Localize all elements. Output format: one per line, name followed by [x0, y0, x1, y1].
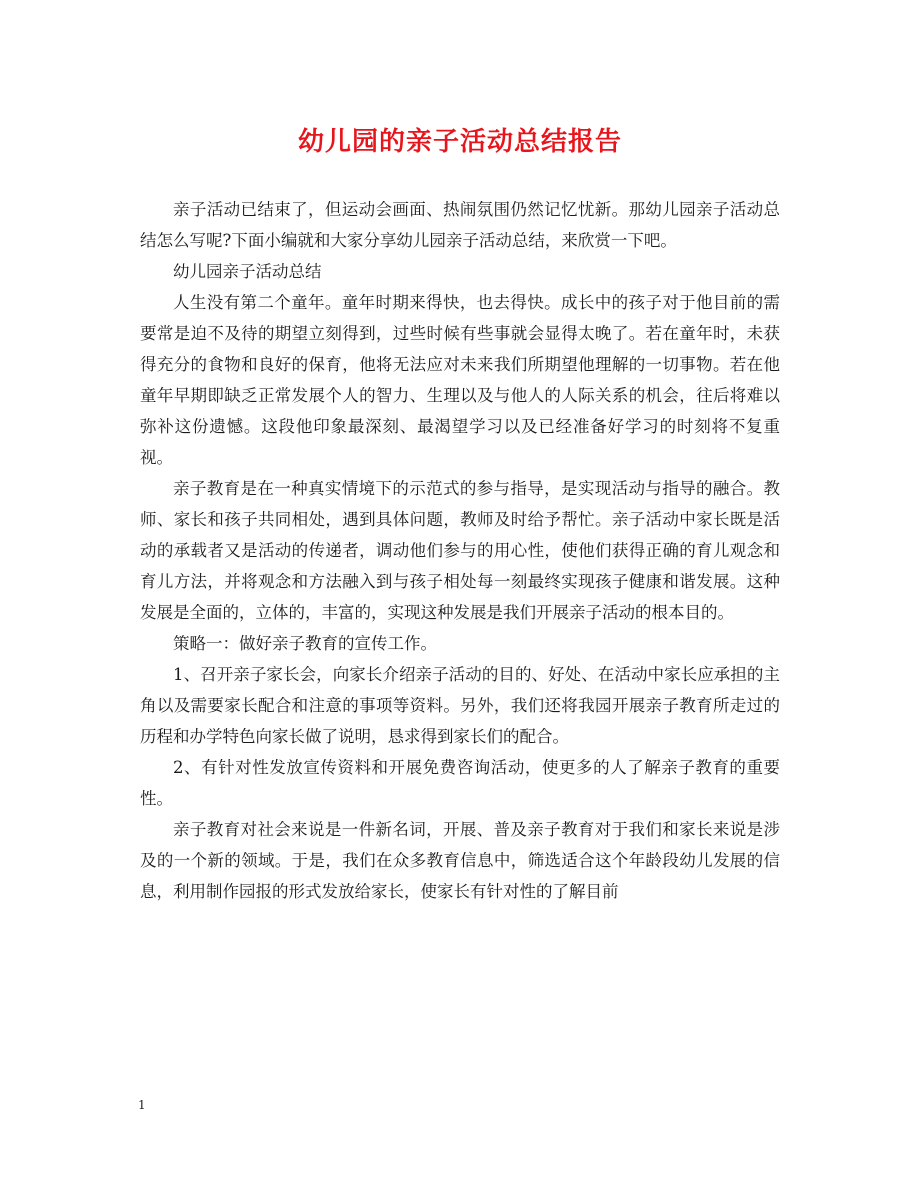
- paragraph-parent-child-education: 亲子教育是在一种真实情境下的示范式的参与指导，是实现活动与指导的融合。教师、家长和孩子共同相处，遇到具体问题，教师及时给予帮忙。亲子活动中家长既是活动的承载者又是活动的传递者，调动他们参与的用心性，使他们获得正确的育儿观念和育儿方法，并将观念和方法融入到与孩子相处每一刻最终实现孩子健康和谐发展。这种发展是全面的，立体的，丰富的，实现这种发展是我们开展亲子活动的根本目的。: [140, 479, 780, 622]
- paragraph-item-2: 2、有针对性发放宣传资料和开展免费咨询活动，使更多的人了解亲子教育的重要性。: [140, 758, 780, 808]
- paragraph-subheading: 幼儿园亲子活动总结: [173, 262, 322, 281]
- paragraph-new-concept: 亲子教育对社会来说是一件新名词，开展、普及亲子教育对于我们和家长来说是涉及的一个新的领域。于是，我们在众多教育信息中，筛选适合这个年龄段幼儿发展的信息，利用制作园报的形式发放给家长，使家长有针对性的了解目前: [140, 820, 780, 901]
- paragraph-item-1: 1、召开亲子家长会，向家长介绍亲子活动的目的、好处、在活动中家长应承担的主角以及需要家长配合和注意的事项等资料。另外，我们还将我园开展亲子教育所走过的历程和办学特色向家长做了说明，恳求得到家长们的配合。: [140, 665, 780, 746]
- document-title: 幼儿园的亲子活动总结报告: [297, 127, 622, 157]
- document-body: [140, 194, 780, 907]
- paragraph-childhood: 人生没有第二个童年。童年时期来得快，也去得快。成长中的孩子对于他目前的需要常是迫不及待的期望立刻得到，过些时候有些事就会显得太晚了。若在童年时，未获得充分的食物和良好的保育，他将无法应对未来我们所期望他理解的一切事物。若在他童年早期即缺乏正常发展个人的智力、生理以及与他人的人际关系的机会，往后将难以弥补这份遗憾。这段他印象最深刻、最渴望学习以及已经准备好学习的时刻将不复重视。: [140, 293, 780, 467]
- paragraph-strategy-one: 策略一：做好亲子教育的宣传工作。: [173, 634, 437, 653]
- paragraph-intro: 亲子活动已结束了，但运动会画面、热闹氛围仍然记忆忧新。那幼儿园亲子活动总结怎么写呢?下面小编就和大家分享幼儿园亲子活动总结，来欣赏一下吧。: [140, 200, 780, 250]
- page-number: 1: [138, 1098, 146, 1112]
